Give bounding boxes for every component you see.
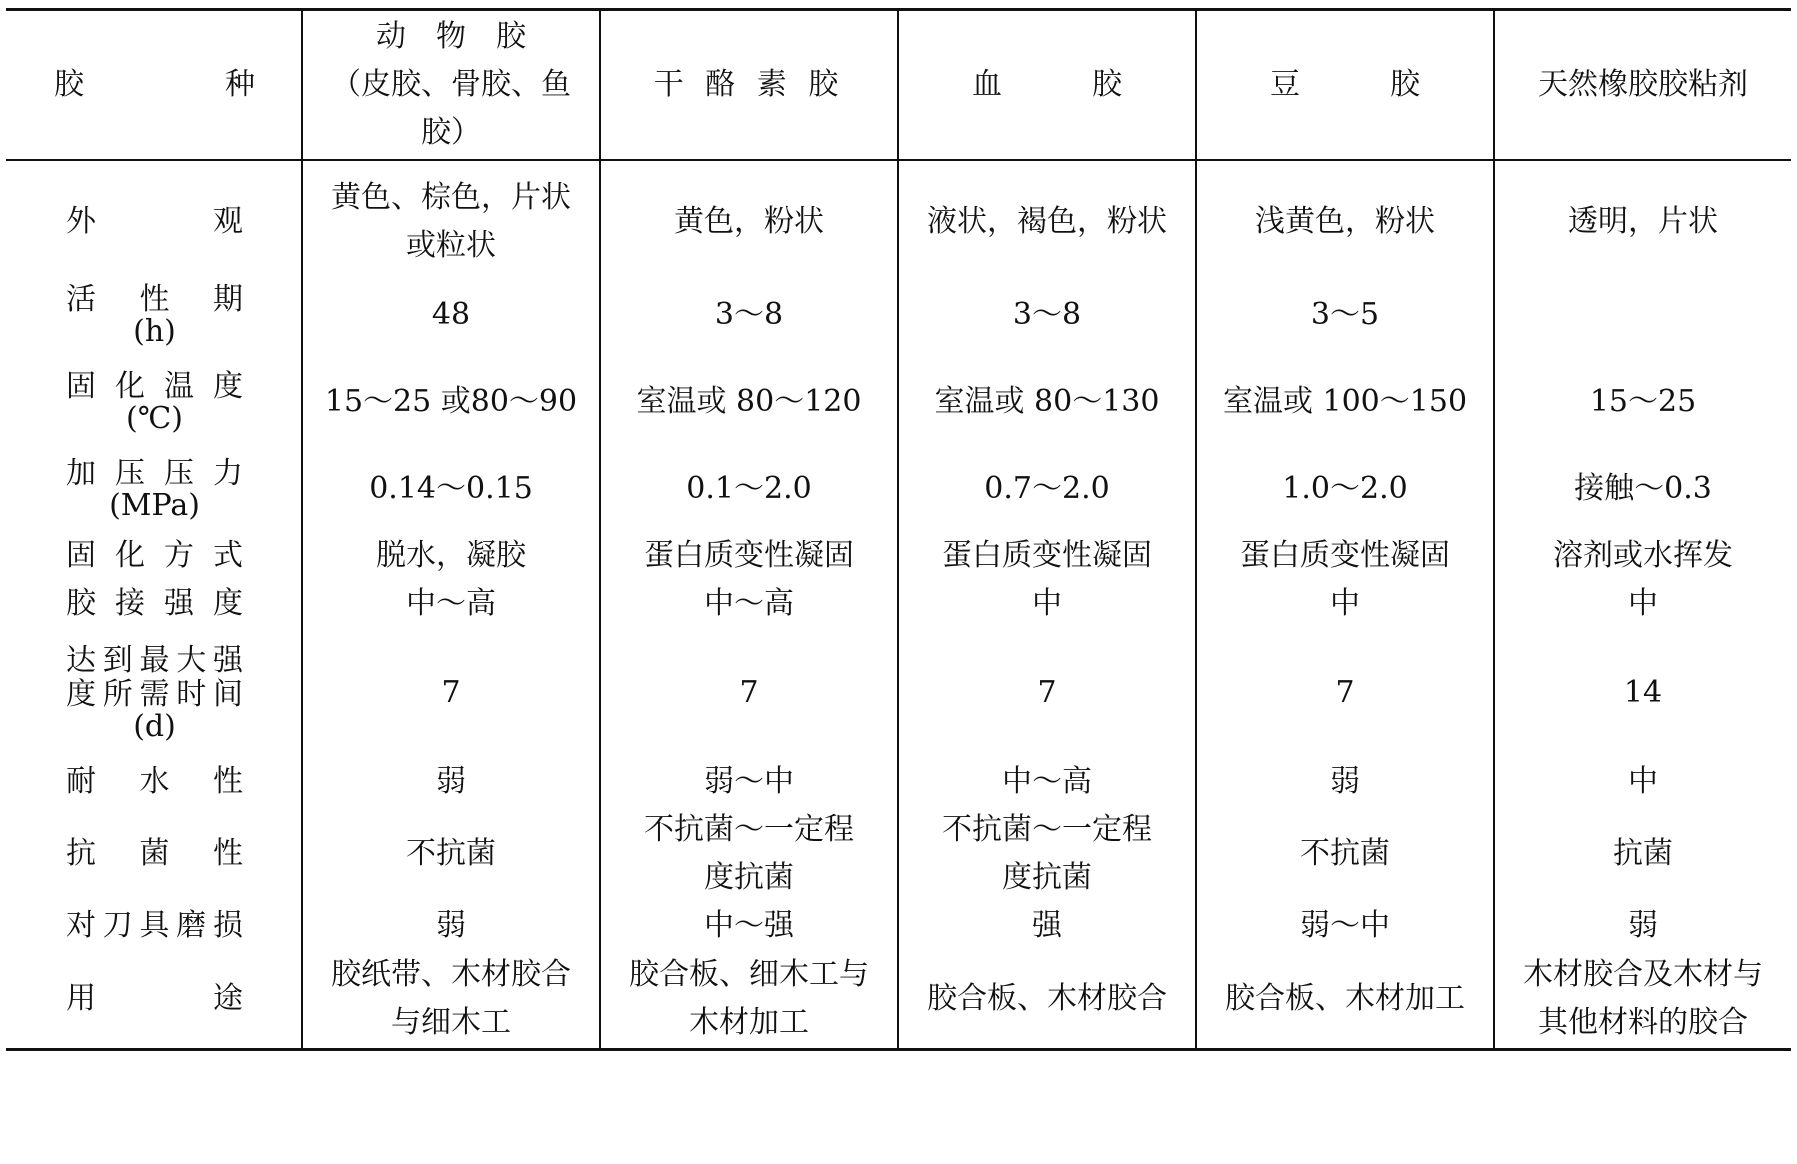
- row-label: [6, 758, 302, 806]
- table-cell: 接触～0.3: [1494, 446, 1791, 532]
- table-cell: 0.7～2.0: [898, 446, 1196, 532]
- row-label: [6, 628, 302, 758]
- row-label: [6, 358, 302, 446]
- table-row: [6, 532, 1791, 580]
- table-cell: 中: [898, 580, 1196, 628]
- table-cell: 0.1～2.0: [600, 446, 898, 532]
- header-col-5: 天然橡胶胶粘剂: [1494, 10, 1791, 160]
- table-cell: [1494, 272, 1791, 358]
- table-cell: 14: [1494, 628, 1791, 758]
- row-label-line: 达到最大强: [66, 642, 243, 678]
- table-cell: 不抗菌: [302, 806, 600, 902]
- table-body: [6, 160, 1791, 1050]
- table-cell: 中: [1196, 580, 1494, 628]
- table-cell: 弱: [302, 758, 600, 806]
- table-cell: 48: [302, 272, 600, 358]
- table-cell: 黄色，粉状: [600, 160, 898, 272]
- row-label-unit: (h): [133, 313, 176, 349]
- table-cell: 室温或 80～120: [600, 358, 898, 446]
- header-col-1: 动 物 胶 （皮胶、骨胶、鱼胶）: [302, 10, 600, 160]
- row-label-text: 固 化 温 度: [66, 368, 243, 404]
- table-cell: 不抗菌: [1196, 806, 1494, 902]
- table-cell: 胶合板、木材加工: [1196, 950, 1494, 1050]
- table-cell: 中: [1494, 758, 1791, 806]
- row-label: [6, 532, 302, 580]
- table-cell: 胶合板、木材胶合: [898, 950, 1196, 1050]
- table-cell: 蛋白质变性凝固: [1196, 532, 1494, 580]
- glue-properties-table-container: [6, 8, 1791, 1051]
- glue-properties-table: [6, 8, 1791, 1051]
- row-label-text: 胶 接 强 度: [66, 585, 243, 621]
- row-label: [6, 902, 302, 950]
- row-label-text: 用 途: [66, 980, 243, 1016]
- table-row: [6, 446, 1791, 532]
- row-label: [6, 580, 302, 628]
- table-cell: 黄色、棕色，片状 或粒状: [302, 160, 600, 272]
- table-row: [6, 272, 1791, 358]
- table-cell: 不抗菌～一定程 度抗菌: [600, 806, 898, 902]
- table-cell: 0.14～0.15: [302, 446, 600, 532]
- table-cell: 7: [898, 628, 1196, 758]
- table-cell: 中～高: [302, 580, 600, 628]
- table-cell: 木材胶合及木材与 其他材料的胶合: [1494, 950, 1791, 1050]
- row-label: [6, 446, 302, 532]
- row-label-unit: (d): [133, 708, 176, 744]
- row-label-text: 外 观: [66, 204, 243, 239]
- row-label-unit: (℃): [126, 400, 183, 436]
- table-cell: 弱: [1494, 902, 1791, 950]
- row-label-line: 度所需时间: [66, 676, 243, 712]
- table-row: [6, 902, 1791, 950]
- table-row: [6, 950, 1791, 1050]
- table-cell: 液状，褐色，粉状: [898, 160, 1196, 272]
- table-cell: 7: [600, 628, 898, 758]
- header-col-4: 豆 胶: [1196, 10, 1494, 160]
- row-label: [6, 160, 302, 272]
- row-label: [6, 272, 302, 358]
- table-row: [6, 580, 1791, 628]
- table-cell: 室温或 80～130: [898, 358, 1196, 446]
- row-label-text: 抗 菌 性: [66, 835, 243, 871]
- table-cell: 透明，片状: [1494, 160, 1791, 272]
- table-cell: 7: [302, 628, 600, 758]
- table-cell: 中～高: [898, 758, 1196, 806]
- table-row: [6, 758, 1791, 806]
- table-cell: 蛋白质变性凝固: [898, 532, 1196, 580]
- table-cell: 3～8: [898, 272, 1196, 358]
- table-row: [6, 358, 1791, 446]
- table-row: [6, 806, 1791, 902]
- row-label: [6, 806, 302, 902]
- table-cell: 不抗菌～一定程 度抗菌: [898, 806, 1196, 902]
- table-cell: 弱～中: [1196, 902, 1494, 950]
- row-label-text: 耐 水 性: [66, 763, 243, 799]
- table-cell: 中: [1494, 580, 1791, 628]
- table-cell: 抗菌: [1494, 806, 1791, 902]
- table-cell: 蛋白质变性凝固: [600, 532, 898, 580]
- row-label-text: 对刀具磨损: [66, 907, 243, 943]
- table-cell: 15～25: [1494, 358, 1791, 446]
- table-cell: 15～25 或80～90: [302, 358, 600, 446]
- row-label-text: [66, 644, 243, 712]
- header-col-2: 干 酪 素 胶: [600, 10, 898, 160]
- table-cell: 室温或 100～150: [1196, 358, 1494, 446]
- header-row-label: 胶 种: [6, 10, 302, 160]
- table-cell: 胶合板、细木工与 木材加工: [600, 950, 898, 1050]
- table-cell: 弱～中: [600, 758, 898, 806]
- row-label: [6, 950, 302, 1050]
- row-label-text: 活 性 期: [66, 281, 243, 317]
- header-row: [6, 10, 1791, 160]
- table-cell: 中～强: [600, 902, 898, 950]
- table-cell: 3～8: [600, 272, 898, 358]
- table-cell: 弱: [302, 902, 600, 950]
- row-label-unit: (MPa): [109, 487, 200, 523]
- row-label-text: 加 压 压 力: [66, 455, 243, 491]
- row-label-text: 固 化 方 式: [66, 537, 243, 573]
- table-cell: 胶纸带、木材胶合 与细木工: [302, 950, 600, 1050]
- table-cell: 中～高: [600, 580, 898, 628]
- table-cell: 1.0～2.0: [1196, 446, 1494, 532]
- table-cell: 溶剂或水挥发: [1494, 532, 1791, 580]
- table-cell: 浅黄色，粉状: [1196, 160, 1494, 272]
- header-col-3: 血 胶: [898, 10, 1196, 160]
- table-cell: 3～5: [1196, 272, 1494, 358]
- table-cell: 弱: [1196, 758, 1494, 806]
- table-cell: 7: [1196, 628, 1494, 758]
- table-cell: 强: [898, 902, 1196, 950]
- table-row: [6, 628, 1791, 758]
- table-row: [6, 160, 1791, 272]
- table-cell: 脱水，凝胶: [302, 532, 600, 580]
